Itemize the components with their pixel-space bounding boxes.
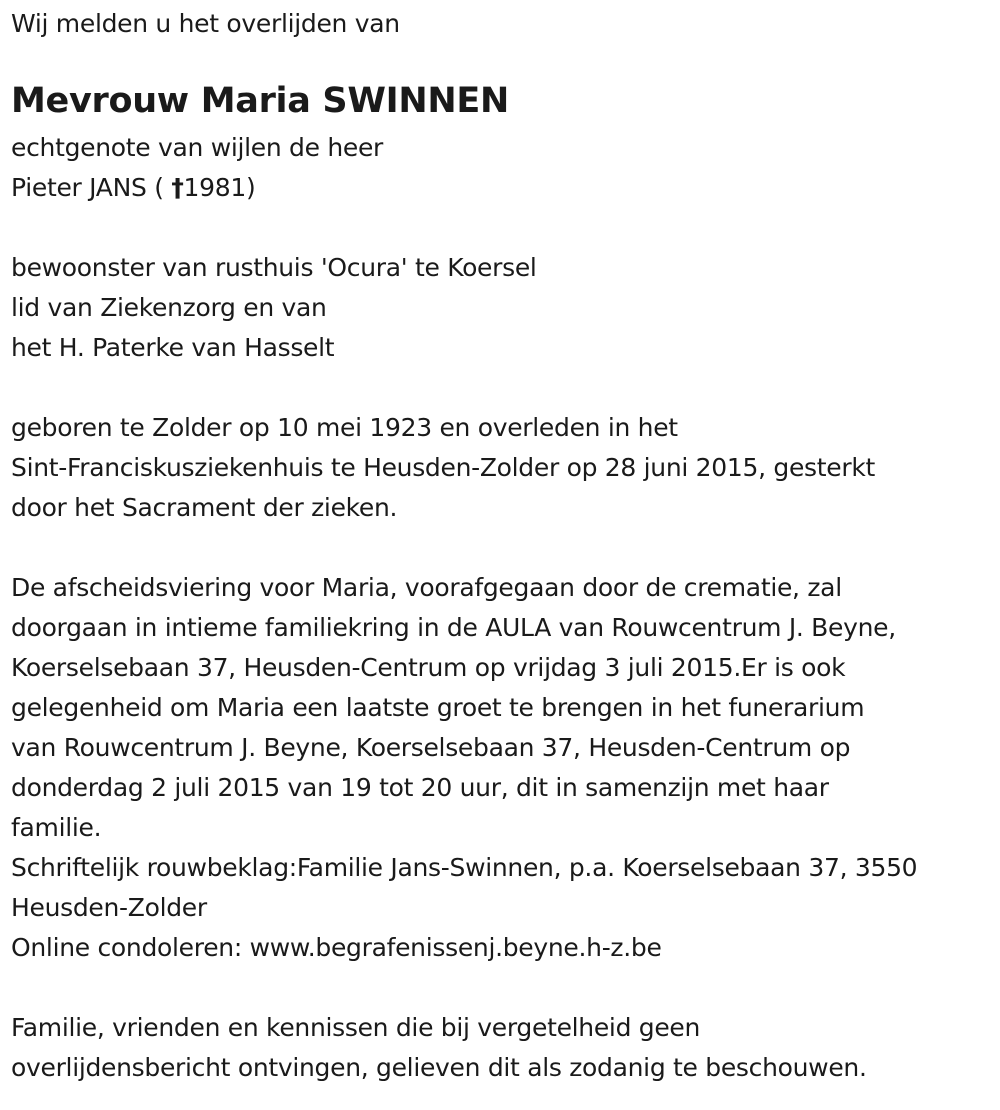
intro-line: Wij melden u het overlijden van (11, 9, 400, 38)
ceremony-line: De afscheidsviering voor Maria, voorafgegaan door de crematie, zal (11, 573, 842, 602)
spacer (11, 208, 996, 248)
ceremony-line: donderdag 2 juli 2015 van 19 tot 20 uur, dit in samenzijn met haar (11, 773, 829, 802)
birth-death-line: door het Sacrament der zieken. (11, 493, 398, 522)
spacer (11, 528, 996, 568)
ceremony-line: van Rouwcentrum J. Beyne, Koerselsebaan 37, Heusden-Centrum op (11, 733, 851, 762)
ceremony-line: familie. (11, 813, 102, 842)
affiliation-line: bewoonster van rusthuis 'Ocura' te Koersel (11, 253, 537, 282)
online-condolence-line: Online condoleren: www.begrafenissenj.beyne.h-z.be (11, 933, 662, 962)
spouse-line: echtgenote van wijlen de heer (11, 133, 384, 162)
ceremony-line: doorgaan in intieme familiekring in de AULA van Rouwcentrum J. Beyne, (11, 613, 896, 642)
spouse-death-year: 1981) (183, 173, 256, 202)
spouse-name: Pieter JANS ( (11, 173, 172, 202)
birth-death-line: geboren te Zolder op 10 mei 1923 en overleden in het (11, 413, 678, 442)
spouse-name-line (11, 168, 996, 208)
condolence-address-line: Schriftelijk rouwbeklag:Familie Jans-Swinnen, p.a. Koerselsebaan 37, 3550 (11, 853, 918, 882)
closing-line: overlijdensbericht ontvingen, gelieven dit als zodanig te beschouwen. (11, 1053, 867, 1082)
cross-icon: † (171, 173, 184, 202)
obituary-notice (11, 4, 996, 1088)
affiliation-line: het H. Paterke van Hasselt (11, 333, 335, 362)
closing-line: Familie, vrienden en kennissen die bij vergetelheid geen (11, 1013, 701, 1042)
spacer (11, 368, 996, 408)
affiliation-line: lid van Ziekenzorg en van (11, 293, 327, 322)
deceased-name: Mevrouw Maria SWINNEN (11, 81, 509, 121)
spacer (11, 968, 996, 1008)
ceremony-line: Koerselsebaan 37, Heusden-Centrum op vrijdag 3 juli 2015.Er is ook (11, 653, 846, 682)
condolence-address-line: Heusden-Zolder (11, 893, 207, 922)
birth-death-line: Sint-Franciskusziekenhuis te Heusden-Zolder op 28 juni 2015, gesterkt (11, 453, 876, 482)
ceremony-line: gelegenheid om Maria een laatste groet te brengen in het funerarium (11, 693, 865, 722)
